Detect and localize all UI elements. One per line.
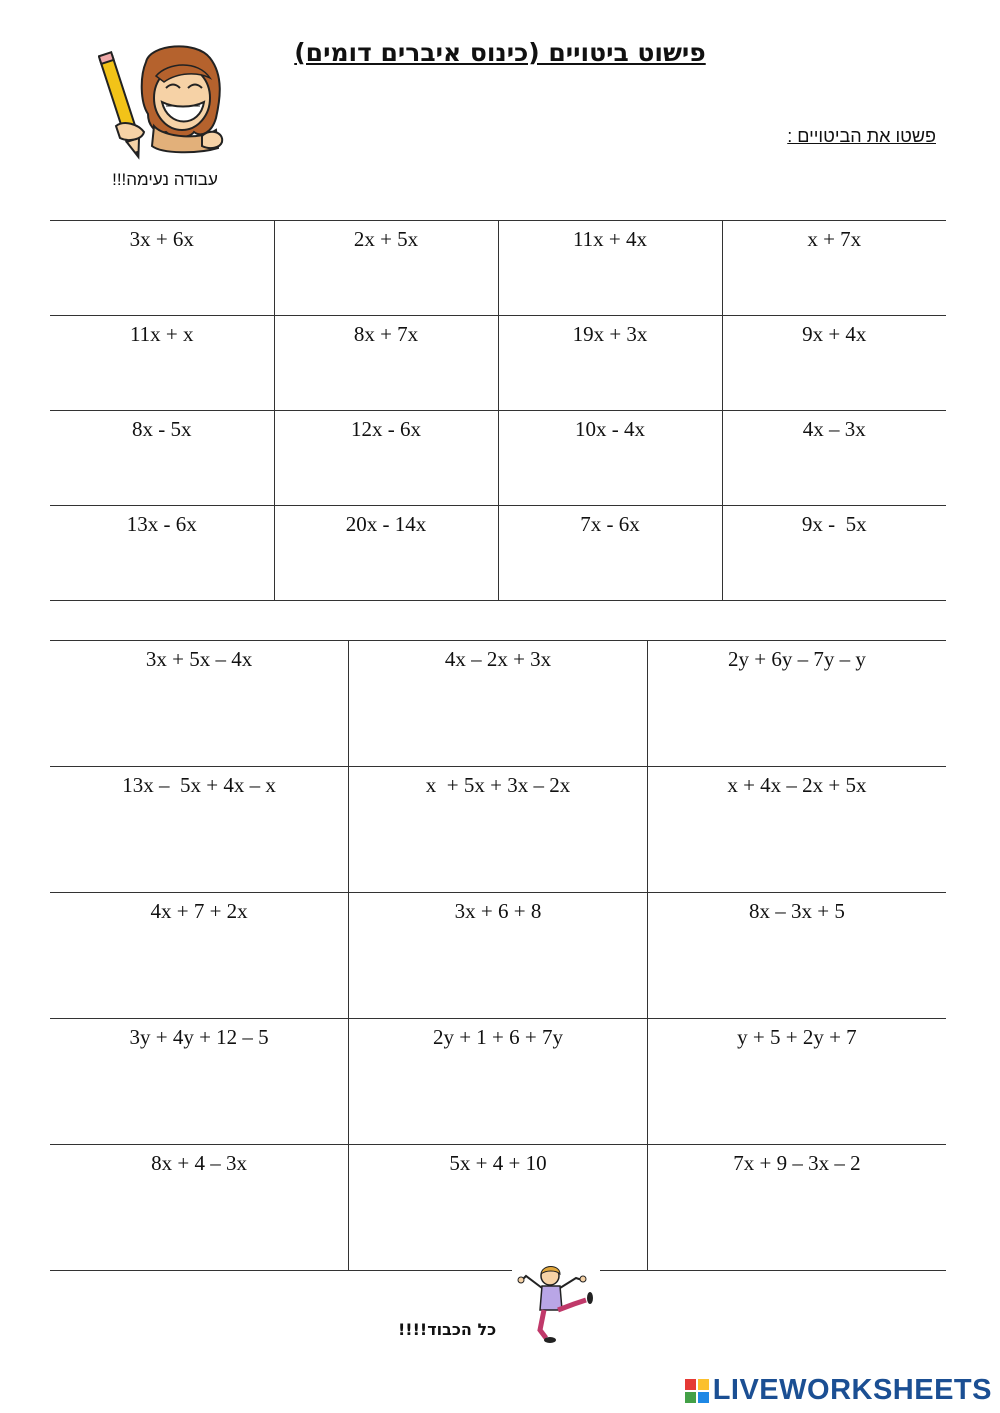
instruction-text: פשטו את הביטויים : bbox=[787, 126, 936, 146]
expression-cell[interactable]: y + 5 + 2y + 7 bbox=[647, 1019, 946, 1145]
worksheet-title: פישוט ביטויים (כינוס איברים דומים) bbox=[294, 38, 706, 67]
expression-cell[interactable]: 8x – 3x + 5 bbox=[647, 893, 946, 1019]
expression-cell[interactable]: 11x + 4x bbox=[498, 221, 722, 316]
table-row bbox=[50, 316, 946, 411]
good-work-note: עבודה נעימה!!! bbox=[112, 170, 218, 189]
expression-cell[interactable]: 2y + 1 + 6 + 7y bbox=[349, 1019, 648, 1145]
liveworksheets-logo-icon bbox=[685, 1379, 709, 1403]
expression-cell[interactable]: x + 4x – 2x + 5x bbox=[647, 767, 946, 893]
expression-cell[interactable]: 9x + 4x bbox=[722, 316, 946, 411]
expression-cell[interactable]: 7x + 9 – 3x – 2 bbox=[647, 1145, 946, 1271]
brand-text: LIVEWORKSHEETS bbox=[712, 1374, 992, 1406]
expression-cell[interactable]: 11x + x bbox=[50, 316, 274, 411]
expression-cell[interactable]: 13x – 5x + 4x – x bbox=[50, 767, 349, 893]
expression-cell[interactable]: 12x - 6x bbox=[274, 411, 498, 506]
expressions-grid-2 bbox=[50, 640, 946, 1271]
teacher-with-pencil-icon bbox=[98, 42, 228, 170]
expressions-grid-1 bbox=[50, 220, 946, 601]
expression-cell[interactable]: 5x + 4 + 10 bbox=[349, 1145, 648, 1271]
expression-cell[interactable]: 4x – 2x + 3x bbox=[349, 641, 648, 767]
expression-cell[interactable]: x + 7x bbox=[722, 221, 946, 316]
expression-cell[interactable]: 3x + 6x bbox=[50, 221, 274, 316]
expression-cell[interactable]: 8x - 5x bbox=[50, 411, 274, 506]
expression-cell[interactable]: 19x + 3x bbox=[498, 316, 722, 411]
expression-cell[interactable]: 13x - 6x bbox=[50, 506, 274, 601]
expression-cell[interactable]: 10x - 4x bbox=[498, 411, 722, 506]
table-row bbox=[50, 767, 946, 893]
expression-cell[interactable]: 9x - 5x bbox=[722, 506, 946, 601]
expression-cell[interactable]: 7x - 6x bbox=[498, 506, 722, 601]
liveworksheets-brand bbox=[685, 1374, 992, 1407]
expression-cell[interactable]: 3y + 4y + 12 – 5 bbox=[50, 1019, 349, 1145]
expression-cell[interactable]: x + 5x + 3x – 2x bbox=[349, 767, 648, 893]
table-row bbox=[50, 221, 946, 316]
table-row bbox=[50, 1145, 946, 1271]
dancing-child-icon bbox=[512, 1264, 600, 1346]
expression-cell[interactable]: 4x – 3x bbox=[722, 411, 946, 506]
expression-cell[interactable]: 20x - 14x bbox=[274, 506, 498, 601]
expression-cell[interactable]: 2x + 5x bbox=[274, 221, 498, 316]
expression-cell[interactable]: 3x + 5x – 4x bbox=[50, 641, 349, 767]
expression-cell[interactable]: 8x + 4 – 3x bbox=[50, 1145, 349, 1271]
expression-cell[interactable]: 4x + 7 + 2x bbox=[50, 893, 349, 1019]
expression-cell[interactable]: 8x + 7x bbox=[274, 316, 498, 411]
expression-cell[interactable]: 3x + 6 + 8 bbox=[349, 893, 648, 1019]
table-row bbox=[50, 893, 946, 1019]
table-row bbox=[50, 411, 946, 506]
expression-cell[interactable]: 2y + 6y – 7y – y bbox=[647, 641, 946, 767]
table-row bbox=[50, 641, 946, 767]
good-luck-note: כל הכבוד!!!! bbox=[398, 1320, 497, 1339]
table-row bbox=[50, 506, 946, 601]
table-row bbox=[50, 1019, 946, 1145]
